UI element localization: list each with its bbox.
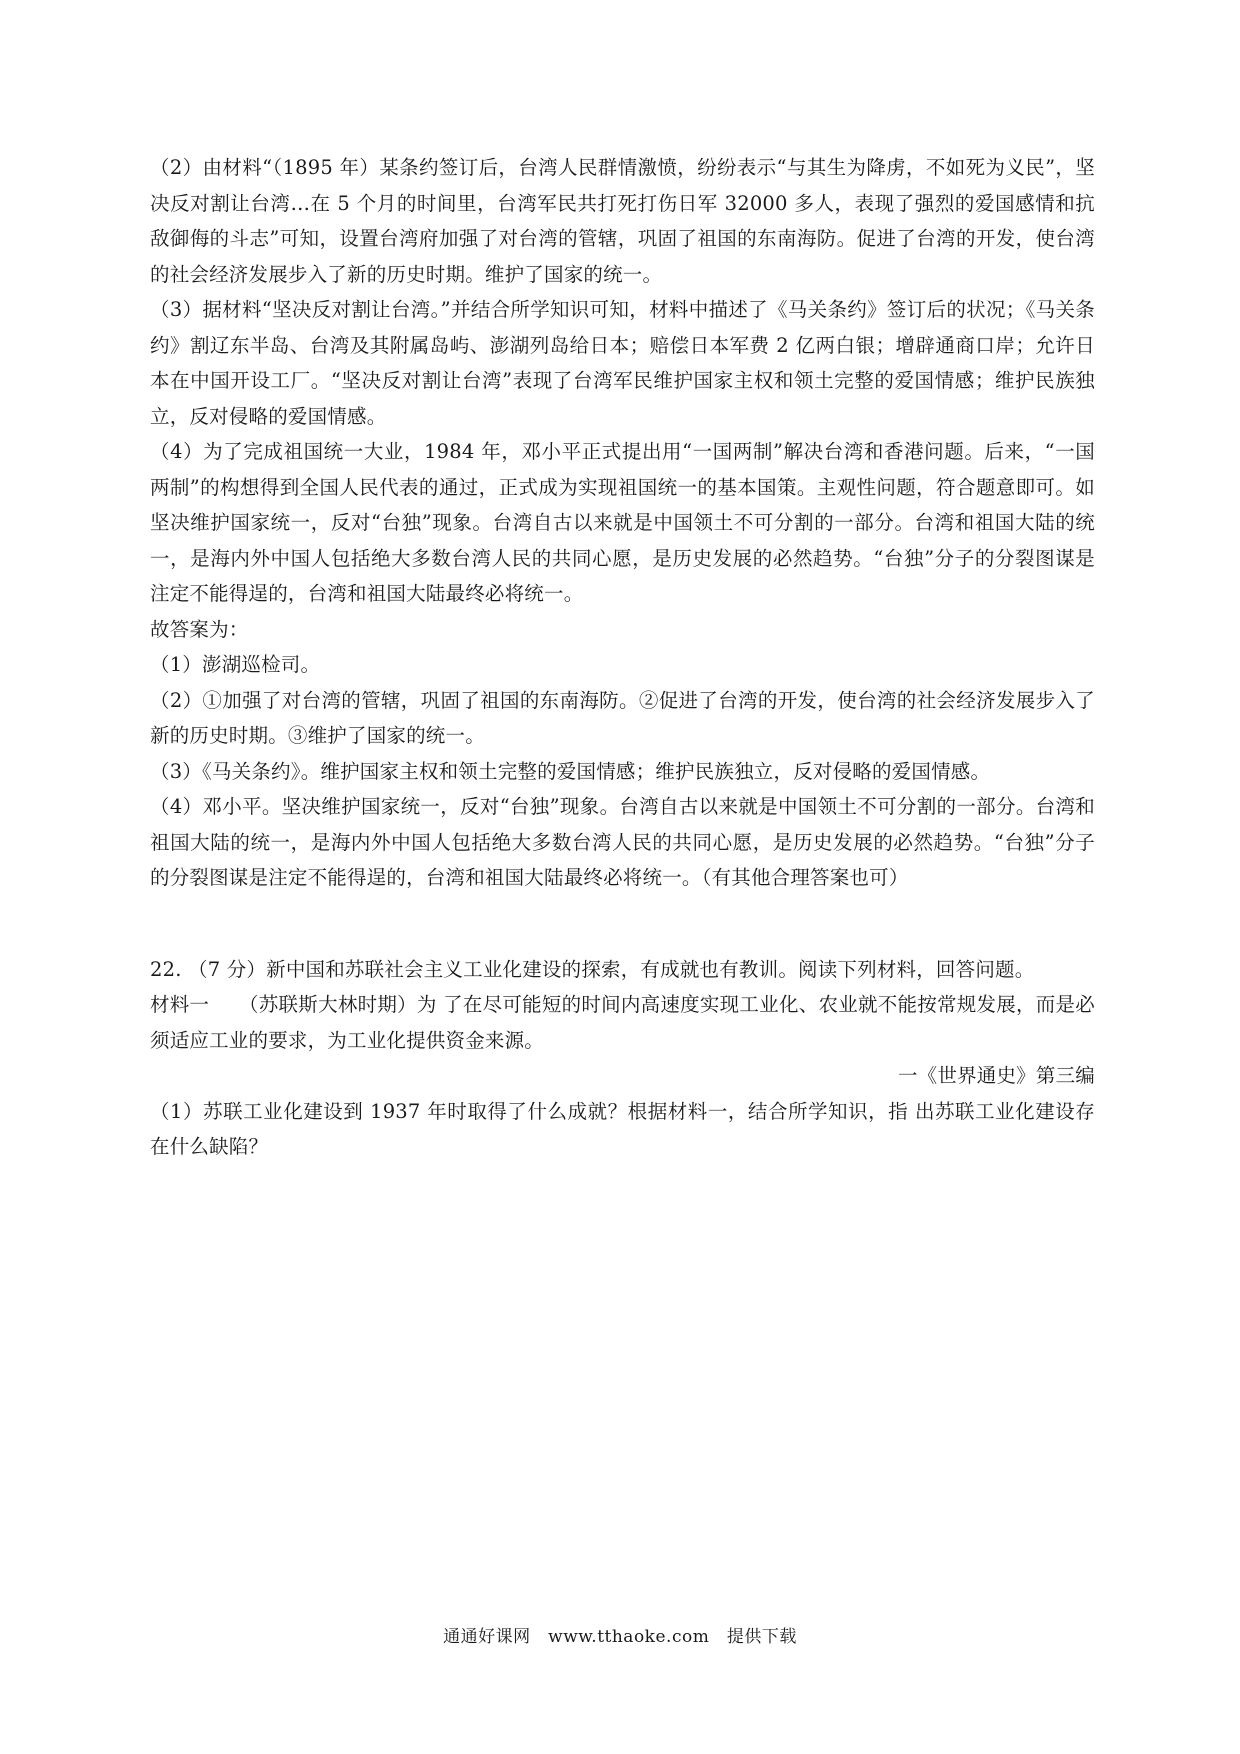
question-22-material-1: 材料一 （苏联斯大林时期）为 了在尽可能短的时间内高速度实现工业化、农业就不能按常规发展，而是必须适应工业的要求，为工业化提供资金来源。	[150, 993, 1095, 1052]
answer-paragraph-3: （3）据材料“坚决反对割让台湾。”并结合所学知识可知，材料中描述了《马关条约》签订后的状况；《马关条约》割辽东半岛、台湾及其附属岛屿、澎湖列岛给日本；赔偿日本军费 2 亿两白银；增辟通商口岸；允许日本在中国开设工厂。“坚决反对割让台湾”表现了台湾军民维护国家主权和领土完整的爱国情感；维护民族独立，反对侵略的爱国情感。	[150, 298, 1095, 428]
final-answer-1: （1）澎湖巡检司。	[150, 653, 321, 676]
answer-paragraph-2: （2）由材料“（1895 年）某条约签订后，台湾人民群情激愤，纷纷表示“与其生为降虏，不如死为义民”，坚决反对割让台湾…在 5 个月的时间里，台湾军民共打死打伤日军 32000 多人，表现了强烈的爱国感情和抗敌御侮的斗志”可知，设置台湾府加强了对台湾的管辖，巩固了祖国的东南海防。促进了台湾的开发，使台湾的社会经济发展步入了新的历史时期。维护了国家的统一。	[150, 156, 1095, 286]
final-answer-2: （2）①加强了对台湾的管辖，巩固了祖国的东南海防。②促进了台湾的开发，使台湾的社会经济发展步入了新的历史时期。③维护了国家的统一。	[150, 688, 1095, 747]
question-22-stem: 22. （7 分）新中国和苏联社会主义工业化建设的探索，有成就也有教训。阅读下列材料，回答问题。	[150, 957, 1035, 981]
section-spacer	[150, 896, 1095, 952]
answer-heading: 故答案为：	[150, 617, 249, 641]
page-content	[150, 150, 1095, 1165]
final-answer-4: （4）邓小平。坚决维护国家统一，反对“台独”现象。台湾自古以来就是中国领土不可分割的一部分。台湾和祖国大陆的统一，是海内外中国人包括绝大多数台湾人民的共同心愿，是历史发展的必然趋势。“台独”分子的分裂图谋是注定不能得逞的，台湾和祖国大陆最终必将统一。（有其他合理答案也可）	[150, 795, 1095, 889]
page-footer: 通通好课网 www.tthaoke.com 提供下载	[443, 1627, 797, 1647]
question-22-subquestion-1: （1）苏联工业化建设到 1937 年时取得了什么成就？根据材料一，结合所学知识，指 出苏联工业化建设存在什么缺陷？	[150, 1099, 1095, 1158]
question-22-source: 一《世界通史》第三编	[897, 1064, 1095, 1087]
final-answer-3: （3）《马关条约》。维护国家主权和领土完整的爱国情感；维护民族独立，反对侵略的爱国情感。	[150, 759, 991, 783]
answer-paragraph-4: （4）为了完成祖国统一大业，1984 年，邓小平正式提出用“一国两制”解决台湾和香港问题。后来，“一国两制”的构想得到全国人民代表的通过，正式成为实现祖国统一的基本国策。主观性问题，符合题意即可。如坚决维护国家统一，反对“台独”现象。台湾自古以来就是中国领土不可分割的一部分。台湾和祖国大陆的统一，是海内外中国人包括绝大多数台湾人民的共同心愿，是历史发展的必然趋势。“台独”分子的分裂图谋是注定不能得逞的，台湾和祖国大陆最终必将统一。	[150, 440, 1095, 605]
